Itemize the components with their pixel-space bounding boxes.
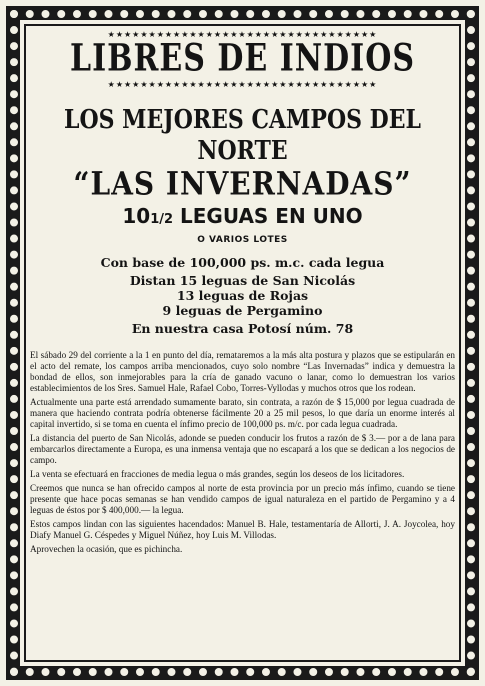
leguas-rest: LEGUAS EN UNO [173, 204, 363, 228]
poster-content [30, 30, 455, 656]
paragraph: Creemos que nunca se han ofrecido campos al norte de esta provincia por un precio más ínfimo, cuando se tiene presente que hace pocas semanas se han vendido campos de igual naturaleza en el partido de Pergamino y a 4 leguas de éstos por $ 400,000.— la legua. [30, 483, 455, 515]
leguas-line [30, 205, 455, 231]
paragraph: Actualmente una parte está arrendado sumamente barato, sin contrata, a razón de $ 15,000 por legua cuadrada de manera que haciendo contrata podría obtenerse fácilmente 20 a 25 mil pesos, lo que daría un enorme interés al capital invertido, si se toma en cuenta el ínfimo precio de 100,000 ps. m/c. por cada legua cuadrada. [30, 397, 455, 429]
base-price: Con base de 100,000 ps. m.c. cada legua [100, 255, 385, 270]
headline: LOS MEJORES CAMPOS DEL NORTE [64, 103, 421, 167]
distance-rojas: 13 leguas de Rojas [176, 288, 309, 303]
body-text [30, 350, 455, 555]
leguas-fraction: 1/2 [150, 212, 174, 227]
distance-pergamino: 9 leguas de Pergamino [162, 303, 323, 318]
stars-bottom: ★★★★★★★★★★★★★★★★★★★★★★★★★★★★★★★★★ [107, 80, 378, 89]
distance-san-nicolas: Distan 15 leguas de San Nicolás [129, 273, 356, 288]
paragraph: Aprovechen la ocasión, que es pichincha. [30, 544, 183, 554]
auction-location: En nuestra casa Potosí núm. 78 [131, 321, 354, 336]
paragraph: El sábado 29 del corriente a la 1 en punto del día, remataremos a la más alta postura y plazos que se estipularán en el acto del remate, los campos arriba mencionados, cuyo solo nombre “Las Invernadas” indica y demuestra la bondad de ellos, son inmejorables para la cría de ganado vacuno o lanar, como lo demuestran los varios establecimientos de los Sres. Samuel Hale, Rafael Cobo, Torres-Vyllodas y muchos otros que los rodean. [30, 350, 455, 393]
stars-top: ★★★★★★★★★★★★★★★★★★★★★★★★★★★★★★★★★ [107, 30, 378, 39]
paragraph: La venta se efectuará en fracciones de media legua o más grandes, según los deseos de los licitadores. [30, 469, 405, 479]
paragraph: La distancia del puerto de San Nicolás, adonde se pueden conducir los frutos a razón de $ 3.— por a de lana para embarcarlos directamente a Europa, es una inmensa ventaja que no escapará a los que se dedican a los negocios de campo. [30, 433, 455, 465]
paragraph: Estos campos lindan con las siguientes hacendados: Manuel B. Hale, testamentaría de Allorti, J. A. Joycolea, hoy Diafy Manuel G. Céspedes y Miguel Núñez, hoy Luis M. Villodas. [30, 519, 455, 540]
leguas-whole: 10 [122, 204, 151, 228]
poster-title: LIBRES DE INDIOS [69, 36, 416, 81]
estate-name: “LAS INVERNADAS” [73, 164, 412, 203]
subtitle: O VARIOS LOTES [197, 235, 288, 245]
